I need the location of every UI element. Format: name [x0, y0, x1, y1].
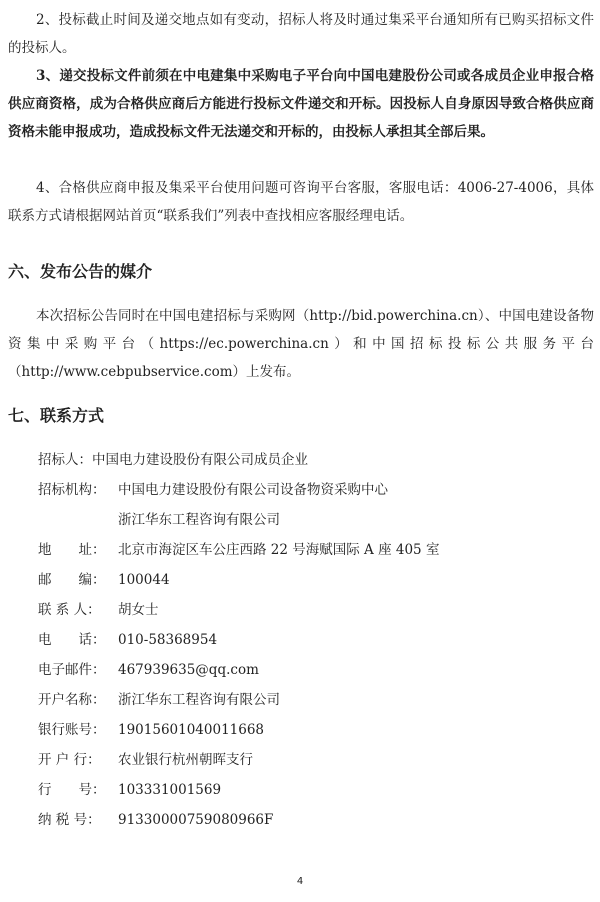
contact-row-agency-2: [38, 510, 280, 530]
contact-value: 467939635@qq.com: [118, 662, 259, 678]
contact-label: 招标机构：: [38, 482, 106, 498]
contact-value: 19015601040011668: [118, 722, 265, 738]
contact-row-account-number: [38, 720, 264, 740]
contact-label: 电子邮件：: [38, 662, 106, 678]
contact-row-account-name: [38, 690, 280, 710]
contact-label: 纳 税 号：: [38, 812, 101, 828]
section-6-body: 本次招标公告同时在中国电建招标与采购网（http://bid.powerchina.cn）、中国电建设备物资集中采购平台（https://ec.powerchina.cn）和中国招标投标公共服务平台（http://www.cebpubservice.com）上发布。: [8, 308, 594, 380]
contact-row-contact-person: [38, 600, 159, 620]
contact-row-agency: [38, 480, 388, 500]
contact-row-postcode: [38, 570, 170, 590]
contact-value: 103331001569: [118, 782, 222, 798]
contact-value: 浙江华东工程咨询有限公司: [118, 692, 280, 708]
contact-label: 开 户 行：: [38, 752, 101, 768]
contact-value: 北京市海淀区车公庄西路 22 号海赋国际 A 座 405 室: [118, 542, 440, 558]
clause-4: 4、合格供应商申报及集采平台使用问题可咨询平台客服，客服电话：4006-27-4006，具体联系方式请根据网站首页“联系我们”列表中查找相应客服经理电话。: [8, 180, 594, 224]
contact-label: 招标人：: [38, 452, 92, 468]
contact-label: 地 址：: [38, 542, 106, 558]
contact-value: 中国电力建设股份有限公司成员企业: [92, 452, 308, 468]
clause-2: 2、投标截止时间及递交地点如有变动，招标人将及时通过集采平台通知所有已购买招标文件的投标人。: [8, 12, 594, 56]
contact-row-bank-code: [38, 780, 221, 800]
contact-label: 联 系 人：: [38, 602, 101, 618]
contact-value: 胡女士: [118, 602, 159, 618]
contact-row-email: [38, 660, 259, 680]
contact-value: 010-58368954: [118, 632, 218, 648]
section-7-heading: 七、联系方式: [8, 406, 105, 425]
page-number: 4: [296, 876, 304, 887]
contact-label: 电 话：: [38, 632, 106, 648]
contact-value: 浙江华东工程咨询有限公司: [118, 512, 280, 528]
contact-label: 开户名称：: [38, 692, 106, 708]
contact-value: 91330000759080966F: [118, 812, 274, 828]
contact-row-phone: [38, 630, 217, 650]
contact-label: 银行账号：: [38, 722, 106, 738]
contact-value: 中国电力建设股份有限公司设备物资采购中心: [118, 482, 388, 498]
contact-row-address: [38, 540, 439, 560]
contact-value: 农业银行杭州朝晖支行: [118, 752, 253, 768]
clause-3: 3、递交投标文件前须在中电建集中采购电子平台向中国电建股份公司或各成员企业申报合格供应商资格，成为合格供应商后方能进行投标文件递交和开标。因投标人自身原因导致合格供应商资格未能申报成功，造成投标文件无法递交和开标的，由投标人承担其全部后果。: [8, 68, 594, 140]
contact-row-tax-id: [38, 810, 273, 830]
contact-label: 邮 编：: [38, 572, 106, 588]
section-6-heading: 六、发布公告的媒介: [8, 262, 153, 281]
contact-label: 行 号：: [38, 782, 106, 798]
contact-row-bank: [38, 750, 253, 770]
contact-value: 100044: [118, 572, 170, 588]
contact-row-tenderer: [38, 450, 308, 470]
